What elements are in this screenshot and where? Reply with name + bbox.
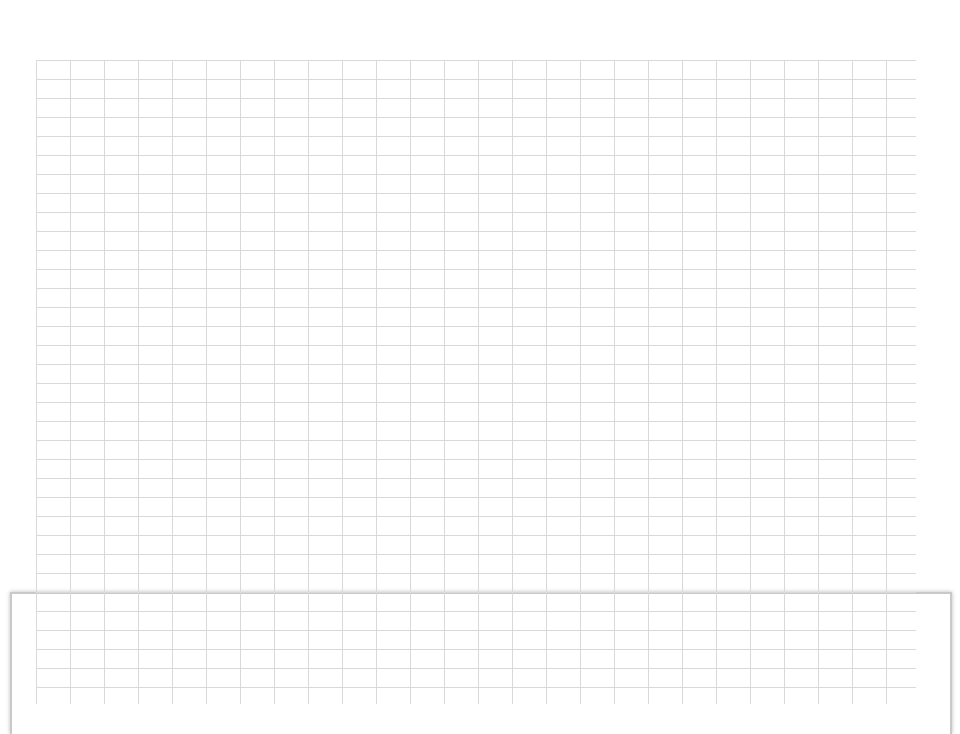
spreadsheet-gridlines [36, 60, 916, 704]
registro-form [36, 60, 916, 704]
